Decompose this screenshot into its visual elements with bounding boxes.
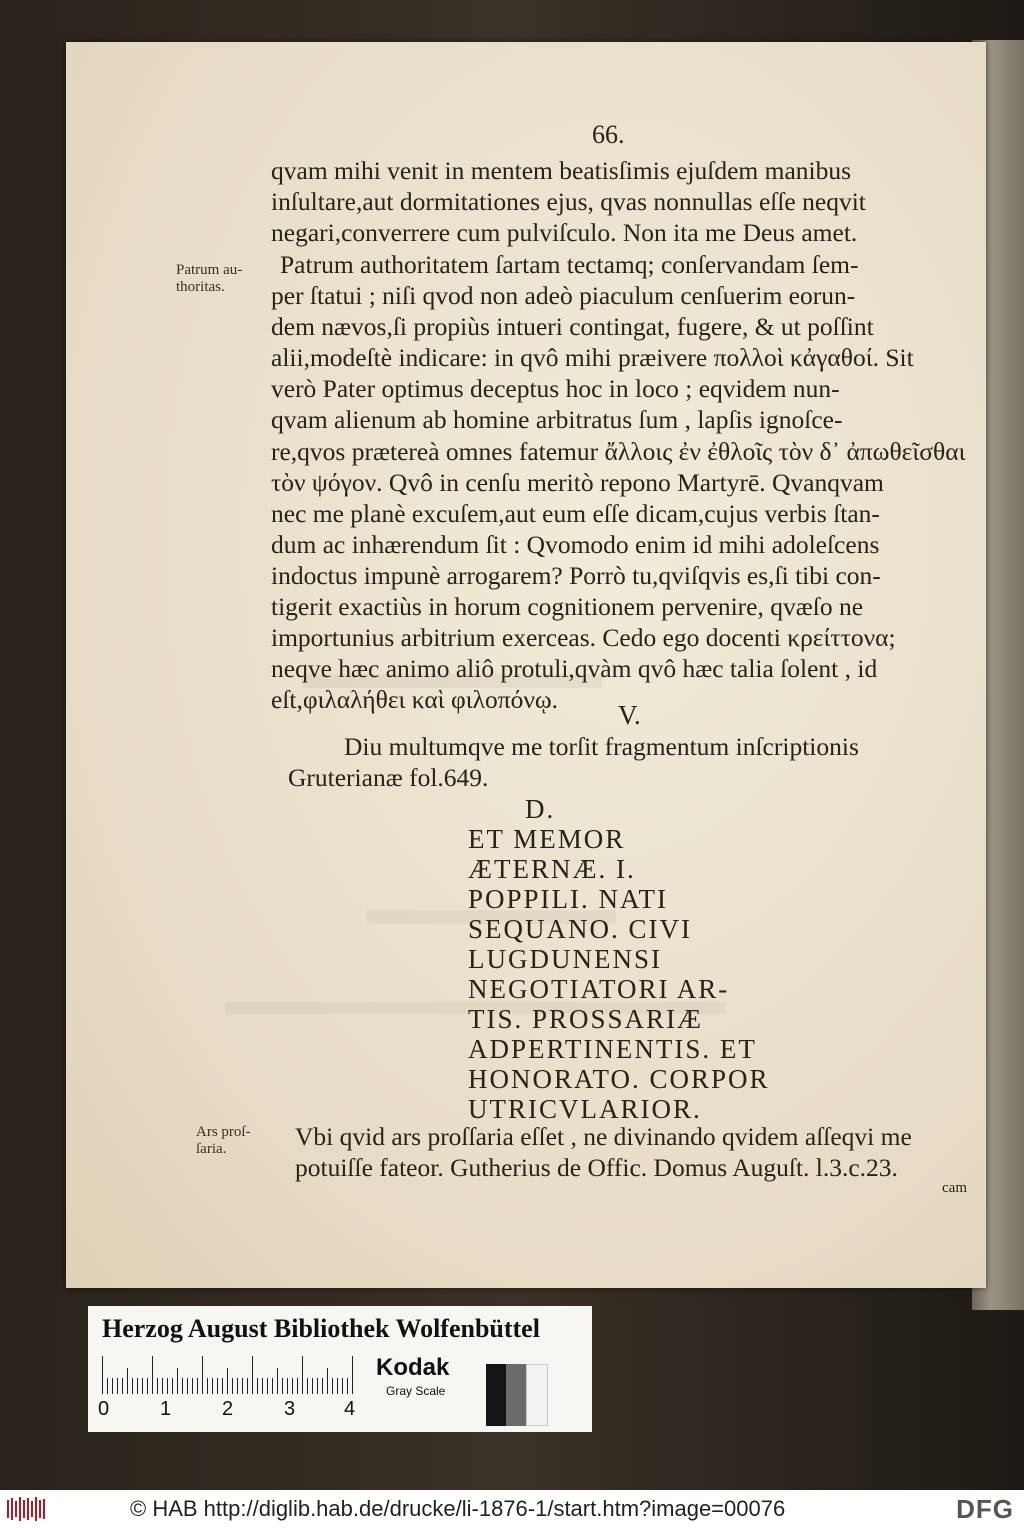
ruler-tick — [207, 1378, 208, 1394]
text-line: neqve hæc animo aliô protuli,qvàm qvô hæc talia ſolent , id — [271, 654, 878, 683]
scale-number: 4 — [344, 1398, 356, 1420]
ruler-tick — [162, 1378, 163, 1394]
ruler-tick — [202, 1356, 203, 1394]
text-line: dem nævos,ſi propiùs intueri contingat, fugere, & ut poſſint — [271, 312, 874, 341]
paragraph-line: potuiſſe fateor. Gutherius de Offic. Domus Auguſt. l.3.c.23. — [295, 1153, 898, 1182]
ruler-tick — [337, 1378, 338, 1394]
ruler-tick — [272, 1378, 273, 1394]
ruler-tick — [282, 1378, 283, 1394]
text-line: verò Pater optimus deceptus hoc in loco ; eqvidem nun- — [271, 374, 840, 403]
text-line: τὸν ψόγον. Qvô in cenſu meritò repono Martyrē. Qvanqvam — [271, 468, 884, 497]
ruler-tick — [247, 1378, 248, 1394]
ruler-tick — [147, 1378, 148, 1394]
ruler-tick — [217, 1378, 218, 1394]
inscription-line: POPPILI. NATI — [468, 884, 669, 914]
catchword: cam — [942, 1180, 967, 1196]
ruler-tick — [167, 1378, 168, 1394]
text-line: importunius arbitrium exerceas. Cedo ego docenti κρείττονα; — [271, 623, 896, 652]
ruler-tick — [342, 1378, 343, 1394]
inscription-line: UTRICVLARIOR. — [468, 1094, 702, 1124]
ruler-tick — [137, 1378, 138, 1394]
inscription-line: NEGOTIATORI AR- — [468, 974, 730, 1004]
ruler-tick — [192, 1378, 193, 1394]
ruler-tick — [222, 1378, 223, 1394]
text-line: qvam alienum ab homine arbitratus ſum , lapſis ignoſce- — [271, 405, 843, 434]
scale-number: 1 — [160, 1398, 172, 1420]
ruler-tick — [352, 1356, 353, 1394]
inscription-line: SEQUANO. CIVI — [468, 914, 692, 944]
ruler-tick — [182, 1378, 183, 1394]
ruler-tick — [302, 1356, 303, 1394]
ruler-tick — [102, 1356, 103, 1394]
inscription-line: ADPERTINENTIS. ET — [468, 1034, 757, 1064]
text-line: eſt,φιλαλήθει καὶ φιλοπόνῳ. — [271, 685, 559, 714]
text-line: negari,converrere cum pulviſculo. Non ita me Deus amet. — [271, 218, 858, 247]
text-line: per ſtatui ; niſi qvod non adeò piaculum cenſuerim eorun- — [271, 281, 856, 310]
copyright-link[interactable]: © HAB http://diglib.hab.de/drucke/li-1876-1/start.htm?image=00076 — [130, 1496, 786, 1521]
text-line: dum ac inhærendum ſit : Qvomodo enim id mihi adoleſcens — [271, 530, 880, 559]
scale-number: 3 — [284, 1398, 296, 1420]
ruler-tick — [257, 1378, 258, 1394]
text-line: inſultare,aut dormitationes ejus, qvas nonnullas eſſe neqvit — [271, 187, 866, 216]
ruler-tick — [277, 1368, 278, 1394]
margin-note-patrum: Patrum au- thoritas. — [176, 262, 243, 295]
ruler — [102, 1354, 352, 1394]
ruler-tick — [122, 1378, 123, 1394]
scale-number: 0 — [98, 1398, 110, 1420]
ruler-tick — [127, 1368, 128, 1394]
ruler-tick — [132, 1378, 133, 1394]
library-name: Herzog August Bibliothek Wolfenbüttel — [102, 1314, 540, 1343]
ruler-tick — [327, 1368, 328, 1394]
text-line: tigerit exactiùs in horum cognitionem pervenire, qvæſo ne — [271, 592, 864, 621]
ruler-tick — [267, 1378, 268, 1394]
ruler-tick — [112, 1378, 113, 1394]
text-line: alii,modeſtè indicare: in qvô mihi præivere πολλοὶ κἀγαθοί. Sit — [271, 343, 914, 372]
ruler-tick — [117, 1378, 118, 1394]
inscription-line: HONORATO. CORPOR — [468, 1064, 770, 1094]
ruler-tick — [212, 1378, 213, 1394]
ruler-tick — [197, 1378, 198, 1394]
page-number: 66. — [592, 120, 625, 149]
ruler-tick — [252, 1356, 253, 1394]
ruler-tick — [347, 1378, 348, 1394]
text-line: qvam mihi venit in mentem beatisſimis ejuſdem manibus — [271, 156, 852, 185]
text-line: indoctus impunè arrogarem? Porrò tu,qviſqvis es,ſi tibi con- — [271, 561, 881, 590]
ruler-tick — [322, 1378, 323, 1394]
dfg-logo: DFG — [956, 1494, 1014, 1524]
scale-number: 2 — [222, 1398, 234, 1420]
text-line: Patrum authoritatem ſartam tectamq; conſervandam ſem- — [280, 250, 859, 279]
ruler-tick — [187, 1378, 188, 1394]
ruler-tick — [242, 1378, 243, 1394]
ruler-tick — [307, 1378, 308, 1394]
section-heading: V. — [618, 700, 641, 730]
ruler-tick — [232, 1378, 233, 1394]
ruler-tick — [157, 1378, 158, 1394]
ruler-tick — [317, 1378, 318, 1394]
ruler-tick — [152, 1356, 153, 1394]
ruler-tick — [227, 1368, 228, 1394]
inscription-line: TIS. PROSSARIÆ — [468, 1004, 704, 1034]
ruler-tick — [292, 1378, 293, 1394]
text-line: nec me planè excuſem,aut eum eſſe dicam,cujus verbis ſtan- — [271, 499, 880, 528]
color-reference-card — [88, 1306, 592, 1432]
ruler-tick — [177, 1368, 178, 1394]
ruler-tick — [297, 1378, 298, 1394]
gray-scale-swatch — [486, 1364, 548, 1426]
margin-note-ars: Ars proſ- ſaria. — [196, 1124, 251, 1157]
inscription-line: LUGDUNENSI — [468, 944, 662, 974]
ruler-tick — [262, 1378, 263, 1394]
paragraph-line: Diu multumqve me torſit fragmentum inſcriptionis — [344, 732, 859, 761]
inscription-line: D. — [525, 794, 556, 824]
inscription-line: ÆTERNÆ. I. — [468, 854, 636, 884]
paragraph-line: Vbi qvid ars proſſaria eſſet , ne divinando qvidem aſſeqvi me — [295, 1122, 912, 1151]
ruler-tick — [172, 1378, 173, 1394]
ruler-tick — [287, 1378, 288, 1394]
ruler-tick — [107, 1378, 108, 1394]
paragraph-line: Gruterianæ fol.649. — [288, 763, 489, 792]
footer-bar — [0, 1490, 1024, 1528]
kodak-label: Kodak — [376, 1354, 450, 1381]
ruler-tick — [237, 1378, 238, 1394]
ruler-tick — [332, 1378, 333, 1394]
hab-logo-icon — [6, 1496, 46, 1522]
ruler-tick — [142, 1378, 143, 1394]
gray-scale-label: Gray Scale — [386, 1384, 446, 1398]
text-line: re,qvos prætereà omnes fatemur ἄλλοις ἐν ἐθλοῖς τὸν δ᾽ ἀπωθεῖσθαι — [271, 437, 966, 466]
ruler-tick — [312, 1378, 313, 1394]
inscription-line: ET MEMOR — [468, 824, 626, 854]
